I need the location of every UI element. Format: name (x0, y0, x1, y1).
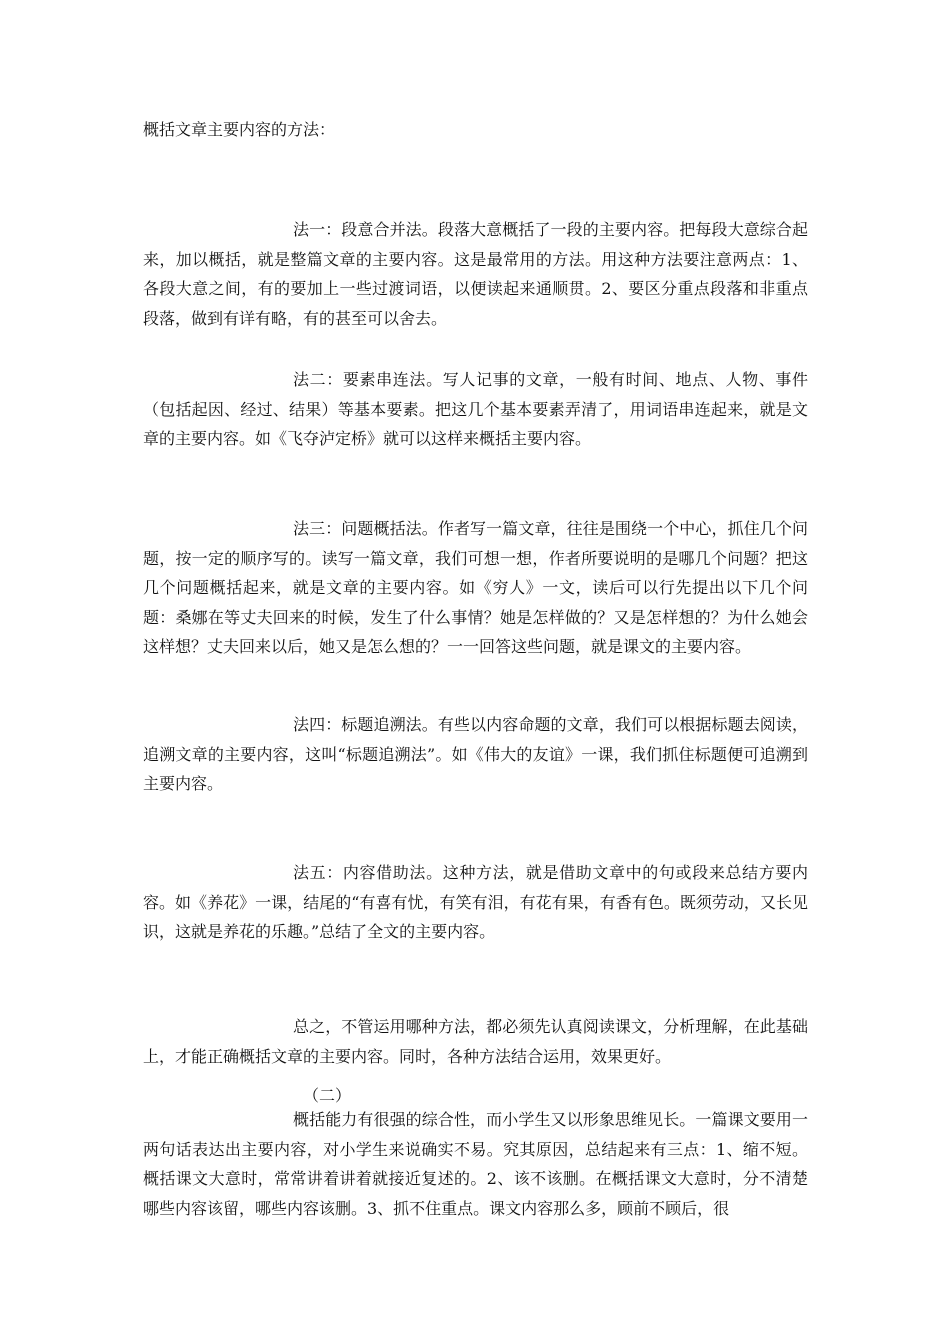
paragraph-section-2: 概括能力有很强的综合性，而小学生又以形象思维见长。一篇课文要用一两句话表达出主要内容，对小学生来说确实不易。究其原因，总结起来有三点：1、缩不短。概括课文大意时，常常讲着讲着就接近复述的。2、该不该删。在概括课文大意时，分不清楚哪些内容该留，哪些内容该删。3、抓不住重点。课文内容那么多，顾前不顾后，很 (143, 1110, 808, 1218)
paragraph-method-1: 法一：段意合并法。段落大意概括了一段的主要内容。把每段大意综合起来，加以概括，就是整篇文章的主要内容。这是最常用的方法。用这种方法要注意两点：1、各段大意之间，有的要加上一些过渡词语，以便读起来通顺贯。2、要区分重点段落和非重点段落，做到有详有略，有的甚至可以舍去。 (143, 220, 808, 328)
paragraph-method-2: 法二：要素串连法。写人记事的文章，一般有时间、地点、人物、事件（包括起因、经过、结果）等基本要素。把这几个基本要素弄清了，用词语串连起来，就是文章的主要内容。如《飞夺泸定桥》就可以这样来概括主要内容。 (143, 370, 808, 448)
paragraph-summary: 总之，不管运用哪种方法，都必须先认真阅读课文，分析理解，在此基础上，才能正确概括文章的主要内容。同时，各种方法结合运用，效果更好。 (143, 1017, 808, 1066)
paragraph-method-5: 法五：内容借助法。这种方法，就是借助文章中的句或段来总结方要内容。如《养花》一课，结尾的“有喜有忧，有笑有泪，有花有果，有香有色。既须劳动，又长见识，这就是养花的乐趣。”总结了全文的主要内容。 (143, 863, 808, 941)
section-heading: （二） (303, 1086, 352, 1105)
paragraph-method-4: 法四：标题追溯法。有些以内容命题的文章，我们可以根据标题去阅读，追溯文章的主要内容，这叫“标题追溯法”。如《伟大的友谊》一课，我们抓住标题便可追溯到主要内容。 (143, 715, 808, 793)
document-title: 概括文章主要内容的方法： (143, 120, 336, 139)
paragraph-method-3: 法三：问题概括法。作者写一篇文章，往往是围绕一个中心，抓住几个问题，按一定的顺序写的。读写一篇文章，我们可想一想，作者所要说明的是哪几个问题？把这几个问题概括起来，就是文章的主要内容。如《穷人》一文，读后可以行先提出以下几个问题：桑娜在等丈夫回来的时候，发生了什么事情？她是怎样做的？又是怎样想的？为什么她会这样想？丈夫回来以后，她又是怎么想的？一一回答这些问题，就是课文的主要内容。 (143, 519, 808, 656)
